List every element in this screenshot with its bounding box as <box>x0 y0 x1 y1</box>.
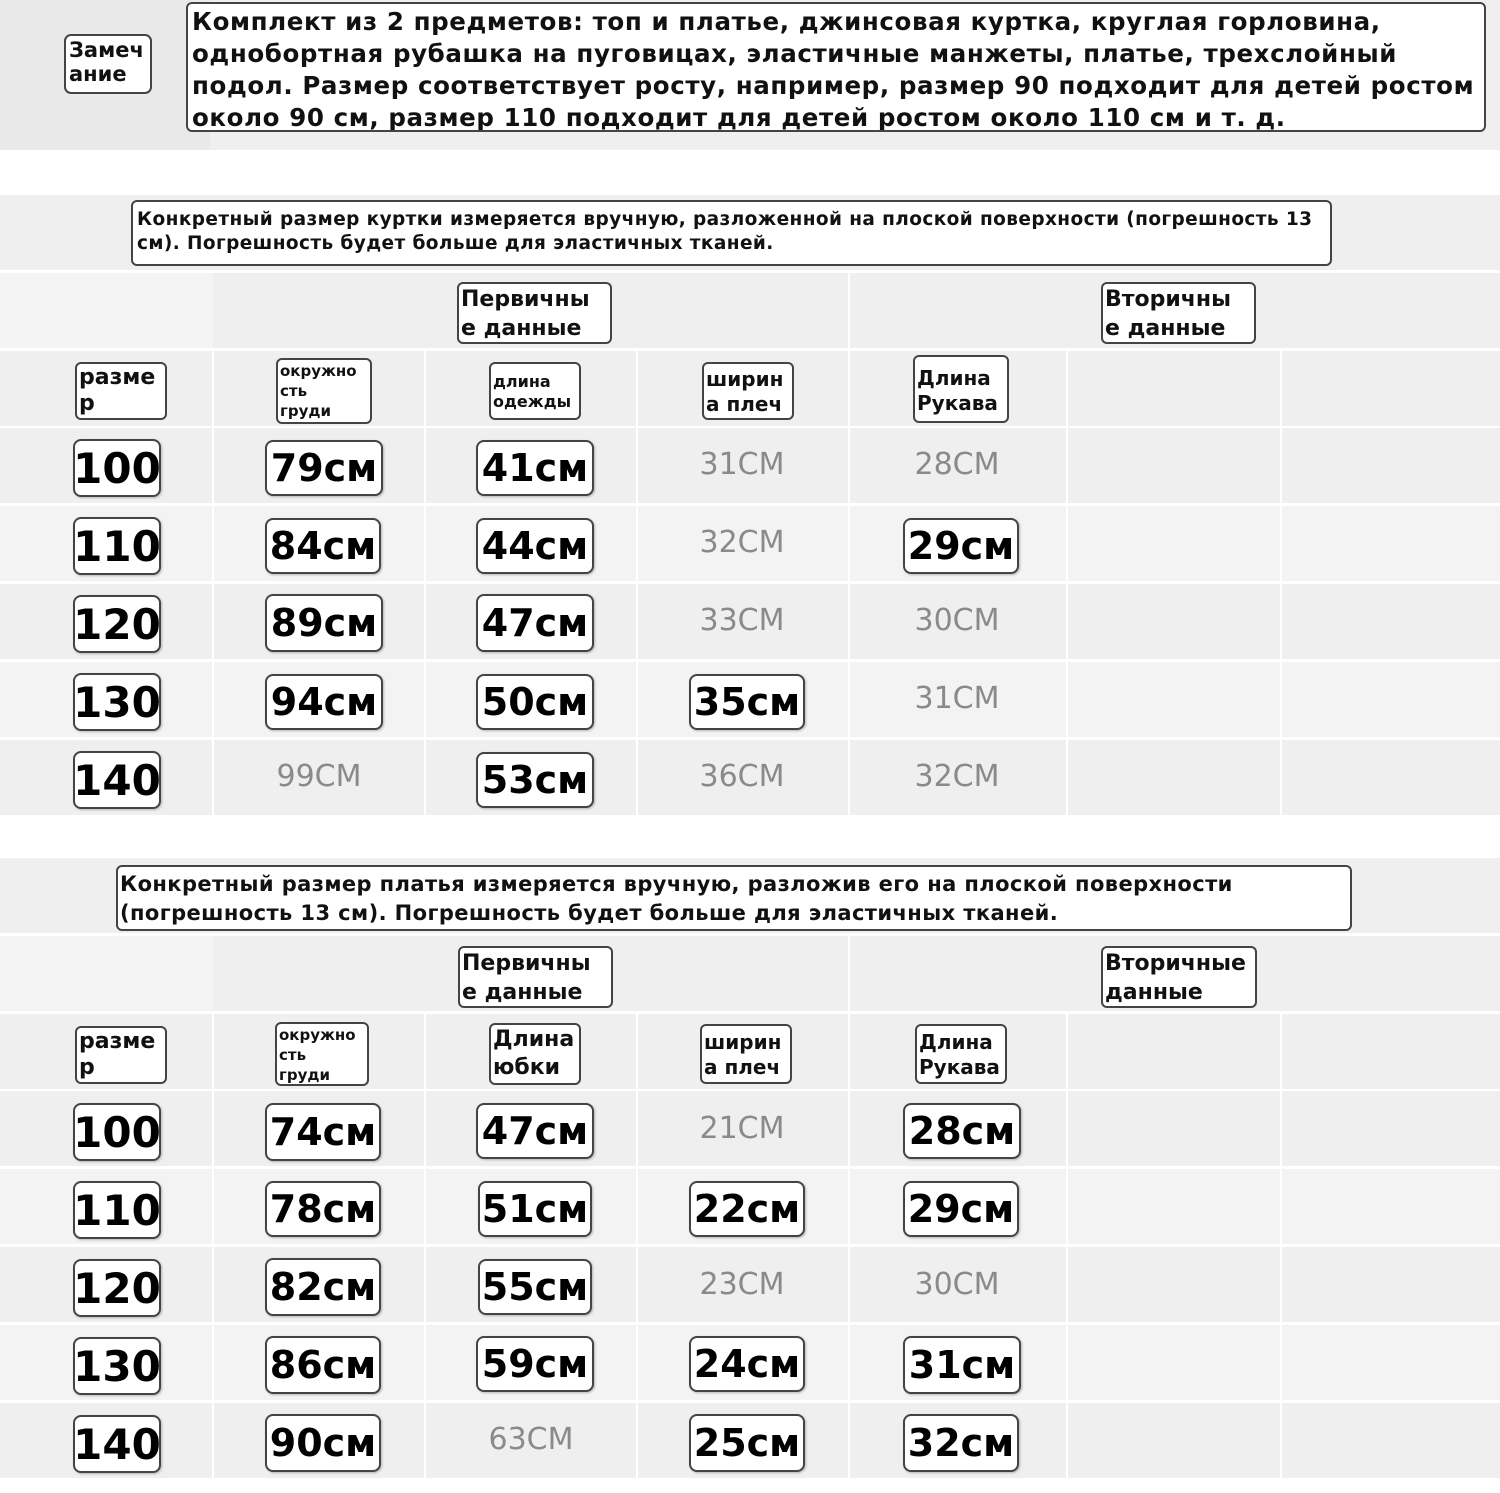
jacket-shoulder-cell: 33CM <box>699 602 785 638</box>
dress-col-sleeve: Длина Рукава <box>915 1024 1007 1084</box>
dress-sleeve-cell: 32см <box>903 1414 1019 1472</box>
note-text: Комплект из 2 предметов: топ и платье, джинсовая куртка, круглая горловина, однобортная рубашка на пуговицах, эластичные манжеты, платье, трехслойный подол. Размер соответствует росту, например, размер 90 подходит для детей ростом около 90 см, размер 110 подходит для детей ростом около 110 см и т. д. <box>186 2 1486 132</box>
dress-caption: Конкретный размер платья измеряется вручную, разложив его на плоской поверхности (погрешность 13 см). Погрешность будет больше для эластичных тканей. <box>116 865 1352 931</box>
dress-size-cell: 120 <box>73 1259 161 1317</box>
column-divider <box>1280 1014 1282 1478</box>
jacket-shoulder-cell: 32CM <box>699 524 785 560</box>
dress-chest-cell: 86см <box>265 1336 381 1394</box>
jacket-chest-cell: 89см <box>265 594 383 652</box>
dress-sleeve-cell: 29см <box>903 1181 1019 1237</box>
dress-col-chest: окружно сть груди <box>275 1022 369 1086</box>
dress-shoulder-cell: 24см <box>689 1336 805 1392</box>
dress-shoulder-cell: 25см <box>689 1414 805 1472</box>
dress-group-header-row <box>0 936 1500 1011</box>
dress-size-cell: 100 <box>73 1103 161 1161</box>
column-divider <box>636 351 638 815</box>
dress-chest-cell: 82см <box>265 1258 381 1316</box>
column-divider <box>424 351 426 815</box>
jacket-sleeve-cell: 32CM <box>914 758 1000 794</box>
column-divider <box>212 1014 214 1478</box>
jacket-shoulder-cell: 35см <box>689 674 805 730</box>
jacket-group-header-row <box>0 273 1500 348</box>
dress-skirt-cell: 51см <box>478 1181 592 1237</box>
column-divider <box>212 351 214 815</box>
dress-chest-cell: 90см <box>265 1414 381 1472</box>
jacket-col-shoulder: ширин а плеч <box>702 362 794 420</box>
column-divider <box>636 1014 638 1478</box>
dress-size-cell: 110 <box>73 1181 161 1239</box>
dress-group-header-left <box>0 936 213 1011</box>
jacket-length-cell: 47см <box>476 594 594 652</box>
jacket-group-header-left <box>0 273 213 348</box>
jacket-length-cell: 50см <box>476 674 594 730</box>
dress-group-divider <box>848 936 850 1011</box>
jacket-size-cell: 110 <box>73 517 161 575</box>
note-label: Замеч ание <box>64 34 152 94</box>
jacket-col-sleeve: Длина Рукава <box>913 355 1009 423</box>
jacket-size-cell: 130 <box>73 673 161 731</box>
jacket-secondary-header: Вторичны е данные <box>1101 282 1256 344</box>
jacket-shoulder-cell: 31CM <box>699 446 785 482</box>
column-divider <box>848 1014 850 1478</box>
jacket-length-cell: 44см <box>476 518 594 574</box>
jacket-chest-cell: 99CM <box>276 758 362 794</box>
jacket-group-divider <box>848 273 850 348</box>
jacket-chest-cell: 84см <box>265 518 381 574</box>
dress-chest-cell: 74см <box>265 1103 381 1161</box>
column-divider <box>1066 1014 1068 1478</box>
jacket-sleeve-cell: 31CM <box>914 680 1000 716</box>
column-divider <box>424 1014 426 1478</box>
dress-sleeve-cell: 28см <box>903 1103 1021 1159</box>
jacket-sleeve-cell: 29см <box>903 518 1019 574</box>
jacket-chest-cell: 94см <box>265 674 383 730</box>
jacket-length-cell: 41см <box>476 440 594 496</box>
column-divider <box>848 351 850 815</box>
jacket-size-cell: 100 <box>73 439 161 497</box>
dress-shoulder-cell: 22см <box>689 1181 805 1237</box>
jacket-chest-cell: 79см <box>265 440 383 496</box>
dress-sleeve-cell: 31см <box>903 1336 1021 1394</box>
column-divider <box>1280 351 1282 815</box>
dress-chest-cell: 78см <box>265 1181 381 1237</box>
jacket-shoulder-cell: 36CM <box>699 758 785 794</box>
dress-size-cell: 140 <box>73 1415 161 1473</box>
jacket-primary-header: Первичны е данные <box>457 282 612 344</box>
dress-size-cell: 130 <box>73 1337 161 1395</box>
dress-primary-header: Первичны е данные <box>458 946 613 1008</box>
dress-skirt-cell: 55см <box>478 1259 592 1315</box>
dress-skirt-cell: 63CM <box>488 1421 574 1457</box>
jacket-size-cell: 140 <box>73 751 161 809</box>
jacket-length-cell: 53см <box>476 752 594 808</box>
dress-skirt-cell: 47см <box>476 1103 594 1159</box>
dress-shoulder-cell: 21CM <box>699 1110 785 1146</box>
dress-secondary-header: Вторичные данные <box>1101 946 1257 1008</box>
jacket-caption: Конкретный размер куртки измеряется вручную, разложенной на плоской поверхности (погрешность 13 см). Погрешность будет больше для эластичных тканей. <box>131 200 1332 266</box>
jacket-size-cell: 120 <box>73 595 161 653</box>
dress-col-shoulder: ширин а плеч <box>700 1024 792 1084</box>
jacket-sleeve-cell: 28CM <box>914 446 1000 482</box>
jacket-col-length: длина одежды <box>489 362 581 420</box>
dress-col-size: разме р <box>75 1026 167 1084</box>
jacket-col-chest: окружно сть груди <box>276 358 372 424</box>
dress-sleeve-cell: 30CM <box>914 1266 1000 1302</box>
jacket-sleeve-cell: 30CM <box>914 602 1000 638</box>
column-divider <box>1066 351 1068 815</box>
dress-col-skirt: Длина юбки <box>489 1023 581 1085</box>
dress-skirt-cell: 59см <box>476 1336 594 1392</box>
dress-shoulder-cell: 23CM <box>699 1266 785 1302</box>
jacket-col-size: разме р <box>75 362 167 420</box>
